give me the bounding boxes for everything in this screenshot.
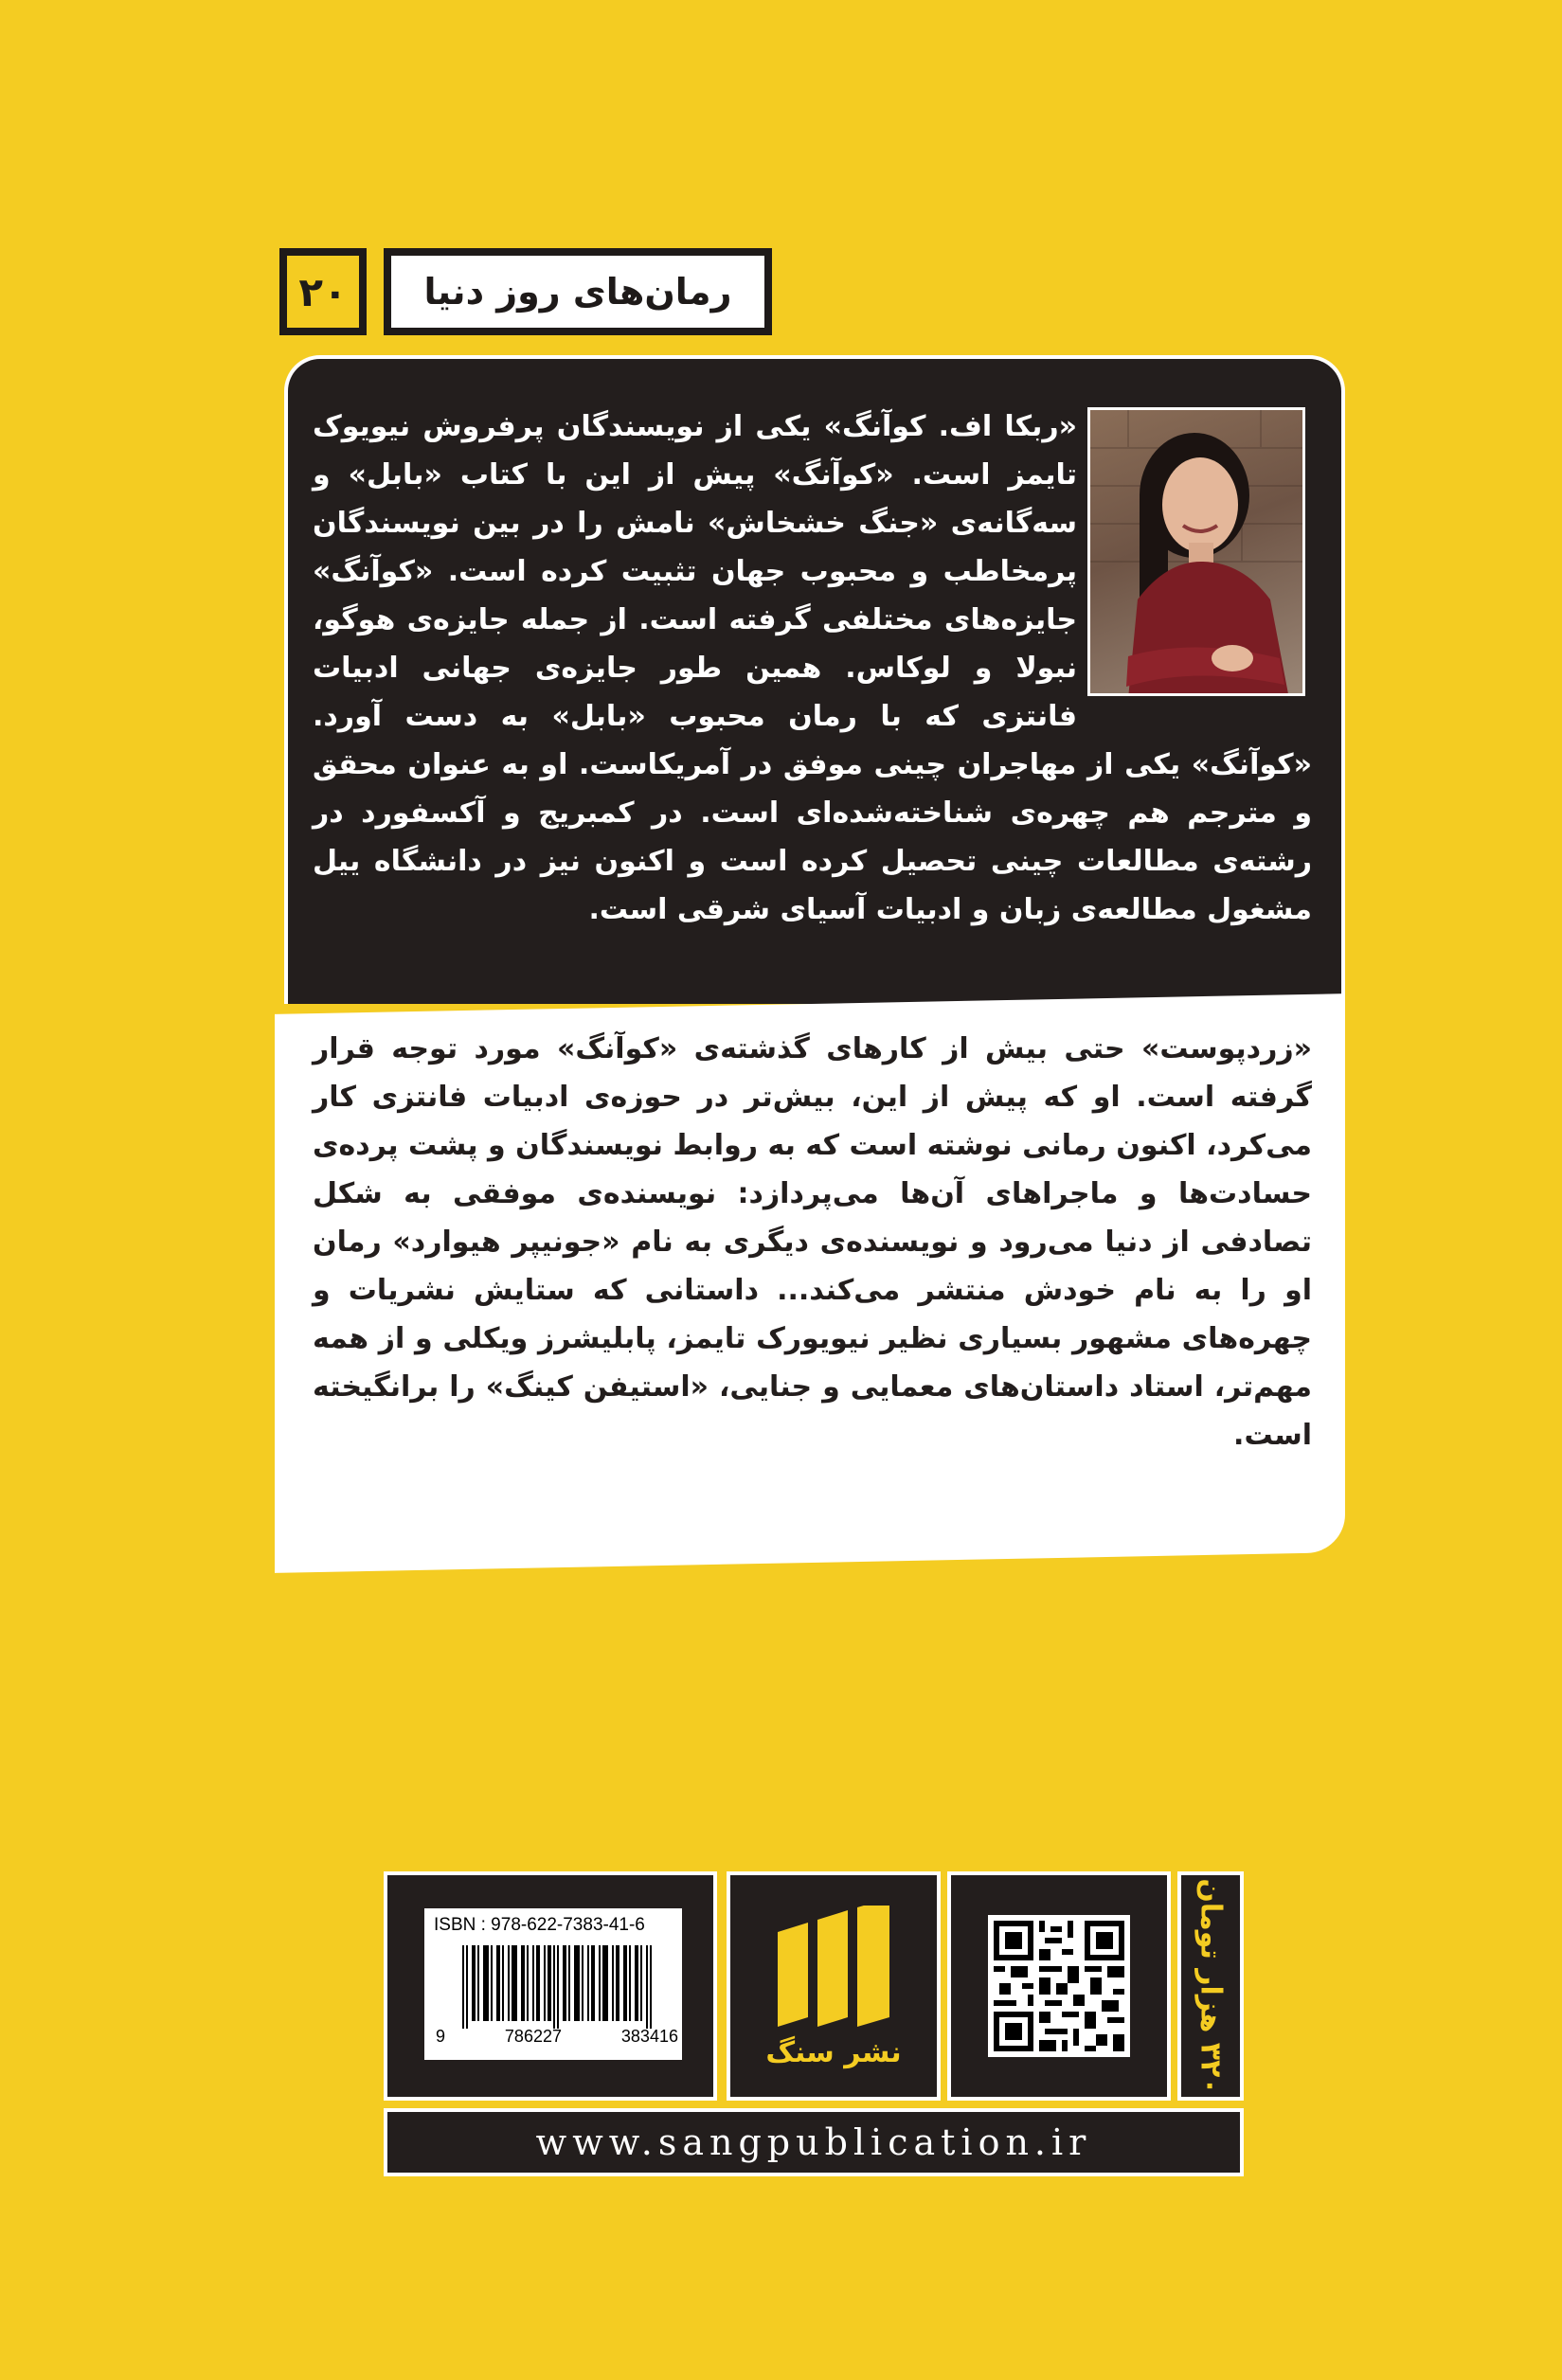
barcode-group-right: 383416 xyxy=(620,2027,678,2046)
series-title: رمان‌های روز دنیا xyxy=(391,256,764,328)
series-number-box xyxy=(279,248,367,335)
barcode-digit-first: 9 xyxy=(436,2027,446,2046)
barcode-group-left: 786227 xyxy=(504,2027,562,2046)
author-bio-text-block xyxy=(313,403,1312,985)
publisher-url: www.sangpublication.ir xyxy=(535,2121,1092,2163)
publisher-logo-icon xyxy=(772,1906,895,2038)
publisher-name: نشر سنگ xyxy=(765,2036,902,2069)
isbn-label: ISBN : 978-622-7383-41-6 xyxy=(434,1915,645,1935)
barcode-icon xyxy=(462,1945,652,2029)
barcode-digits xyxy=(436,2027,678,2055)
publisher-url-box xyxy=(384,2108,1244,2176)
qr-code-box xyxy=(947,1871,1171,2101)
price-box xyxy=(1177,1871,1244,2101)
series-title-box xyxy=(384,248,772,335)
qr-code-icon xyxy=(988,1915,1130,2057)
synopsis-text: «زردپوست» حتی بیش از کارهای گذشته‌ی «کوآنگ» مورد توجه قرار گرفته است. او که پیش از این، بیش‌تر در حوزه‌ی ادبیات فانتزی کار می‌کرد، اکنون رمانی نوشته است که به روابط نویسندگان و پشت پرده‌ی حسادت‌ها و ماجراهای آن‌ها می‌پردازد: نویسنده‌ی موفقی به شکل تصادفی از دنیا می‌رود و نویسنده‌ی دیگری به نام «جونیپر هیوارد» رمان او را به نام خودش منتشر می‌کند... داستانی که ستایش نشریات و چهره‌های مشهور بسیاری نظیر نیویورک تایمز، پابلیشرز ویکلی و از همه مهم‌تر، استاد داستان‌های معمایی و جنایی، «استیفن کینگ» را برانگیخته است. xyxy=(313,1032,1312,1452)
price-label: ۳۲۰ هزار تومان xyxy=(1194,1877,1228,2095)
series-number: ۲۰ xyxy=(287,256,359,328)
author-bio-text: «ربکا اف. کوآنگ» یکی از نویسندگان پرفروش نیویوک تایمز است. «کوآنگ» پیش از این با کتاب «بابل» و سه‌گانه‌ی «جنگ خشخاش» نامش را در بین نویسندگان پرمخاطب و محبوب جهان تثبیت کرده است. «کوآنگ» جایزه‌های مختلفی گرفته است. از جمله جایزه‌ی هوگو، نبولا و لوکاس. همین طور جایزه‌ی جهانی ادبیات فانتزی که با رمان محبوب «بابل» به دست آورد. «کوآنگ» یکی از مهاجران چینی موفق در آمریکاست. او به عنوان محقق و مترجم هم چهره‌ی شناخته‌شده‌ای است. در کمبریج و آکسفورد در رشته‌ی مطالعات چینی تحصیل کرده است و اکنون نیز در دانشگاه ییل مشغول مطالعه‌ی زبان و ادبیات آسیای شرقی است. xyxy=(313,410,1312,926)
